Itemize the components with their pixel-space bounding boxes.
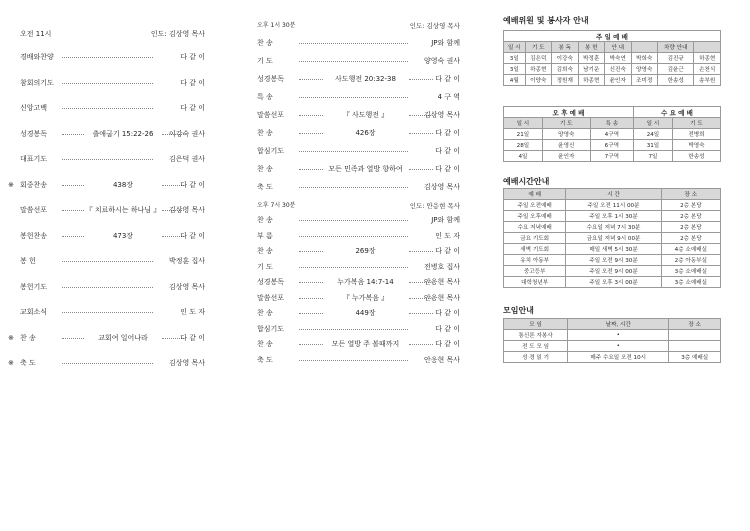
table-caption: 주 일 예 배 [504, 31, 721, 42]
table-cell: 대학청년부 [504, 277, 566, 288]
table-cell: 박영숙 [672, 140, 720, 151]
order-label: 찬 송 [257, 39, 273, 47]
order-person: 인 도 자 [435, 231, 460, 240]
leader-dots [299, 344, 323, 345]
column-header [694, 42, 721, 53]
order-person: 다 같 이 [180, 104, 205, 112]
order-label: 대표기도 [20, 155, 48, 163]
table-cell: 2층 본당 [661, 233, 720, 244]
order-detail: 『 누가복음 』 [342, 293, 389, 302]
column-header-right: 인도: 안응현 목사 [409, 202, 460, 210]
order-row [257, 127, 460, 139]
order-label: 찬 송 [20, 333, 36, 342]
leader-dots [299, 329, 408, 330]
table-cell [669, 330, 721, 341]
table-cell: 통신론 자봉사 [504, 330, 568, 341]
table-cell: • [568, 341, 669, 352]
order-person: 안응현 목사 [423, 293, 460, 302]
table-cell: 성 경 읽 기 [504, 352, 568, 363]
sunday-volunteer-table [503, 30, 721, 86]
table-cell: 전 도 모 임 [504, 341, 568, 352]
order-label: 성경봉독 [20, 129, 48, 138]
leader-dots [299, 236, 408, 237]
order-row [257, 37, 460, 49]
table-cell: 주일 오전 9시 30분 [566, 255, 661, 266]
column-header [631, 42, 658, 53]
table-cell: 주일 오후 3시 00분 [566, 277, 661, 288]
table-cell [669, 341, 721, 352]
table-cell: 박정훈 [578, 53, 605, 64]
table-cell: 하종현 [525, 64, 552, 75]
order-person: JP와 함께 [431, 216, 460, 224]
table-row [504, 75, 721, 86]
table-row [504, 255, 721, 266]
leader-dots [62, 312, 153, 313]
column-header-right: 인도: 김상영 목사 [150, 30, 205, 38]
order-person: 다 같 이 [180, 231, 205, 240]
order-row [257, 163, 460, 175]
table-cell: 김희숙 [552, 64, 579, 75]
table-cell: 3층 예배실 [669, 352, 721, 363]
table-row [504, 140, 721, 151]
table-cell: 전병희 [672, 129, 720, 140]
leader-dots [409, 251, 433, 252]
section-title: 모임안내 [503, 306, 534, 315]
order-label: 축 도 [257, 355, 273, 364]
table-row [504, 233, 721, 244]
order-label: 찬 송 [257, 129, 273, 137]
leader-dots [409, 313, 433, 314]
order-row [257, 109, 460, 121]
order-detail: 『 치료하시는 하나님 』 [85, 206, 161, 214]
afternoon-wednesday-table [503, 106, 721, 162]
order-label: 찬 송 [257, 216, 273, 224]
column-header-left: 오후 7시 30분 [257, 202, 296, 209]
order-person: 다 같 이 [435, 129, 460, 137]
leader-dots [62, 134, 84, 135]
table-cell: 3일 [504, 64, 526, 75]
order-person: 김상영 목사 [168, 206, 205, 214]
order-person: 다 같 이 [180, 78, 205, 87]
leader-dots [62, 108, 153, 109]
order-row [8, 179, 205, 191]
table-cell: 한송성 [672, 151, 720, 162]
leader-dots [62, 338, 84, 339]
table-cell: 수요일 저녁 7시 30분 [566, 222, 661, 233]
table-cell: 양영숙 [631, 64, 658, 75]
order-person: 김상영 목사 [168, 359, 205, 367]
table-cell: 양영숙 [542, 129, 590, 140]
order-person: 안응현 목사 [423, 355, 460, 364]
order-label: 합심기도 [257, 324, 285, 333]
order-row [20, 281, 205, 293]
order-label: 회중찬송 [20, 180, 48, 189]
column-header-right: 인도: 김상영 목사 [409, 22, 460, 30]
order-label: 말씀선포 [257, 111, 285, 119]
table-caption: 수 요 예 배 [634, 107, 721, 118]
order-row [20, 306, 205, 318]
column-header: 예 배 [504, 189, 566, 200]
order-label: 봉헌기도 [20, 282, 48, 291]
order-person: JP와 함께 [431, 39, 460, 47]
order-row [257, 354, 460, 366]
order-row [8, 332, 205, 344]
leader-dots [299, 169, 323, 170]
order-row [257, 73, 460, 85]
leader-dots [299, 61, 408, 62]
leader-dots [62, 83, 153, 84]
column-header: 일 시 [634, 118, 673, 129]
order-label: 찬 송 [257, 247, 273, 255]
order-person: 김상영 목사 [423, 183, 460, 191]
order-label: 특 송 [257, 93, 273, 101]
table-cell: 수요 저녁예배 [504, 222, 566, 233]
leader-dots [299, 97, 408, 98]
column-header: 장 소 [661, 189, 720, 200]
table-cell: 새벽 기도회 [504, 244, 566, 255]
order-row [257, 230, 460, 242]
order-detail: 교회여 일어나라 [98, 333, 148, 342]
order-row [20, 51, 205, 63]
table-cell: 매주 수요일 오전 10시 [568, 352, 669, 363]
leader-dots [409, 79, 433, 80]
table-row [504, 129, 721, 140]
table-caption: 오 후 예 배 [504, 107, 634, 118]
leader-dots [299, 360, 408, 361]
table-cell: 6구역 [590, 140, 633, 151]
table-cell: 2층 본당 [661, 200, 720, 211]
order-row [257, 338, 460, 350]
order-row [257, 55, 460, 67]
column-header: 봉 독 [552, 42, 579, 53]
leader-dots [299, 115, 323, 116]
order-label: 축 도 [257, 183, 273, 191]
table-row [504, 151, 721, 162]
table-cell: 윤인자 [542, 151, 590, 162]
order-detail: 449장 [355, 309, 376, 317]
table-cell: 2층 본당 [661, 222, 720, 233]
order-label: 봉 헌 [20, 257, 36, 265]
order-label: 경배와찬양 [20, 53, 54, 61]
order-label: 말씀선포 [20, 206, 48, 214]
order-person: 4 구 역 [437, 93, 460, 101]
table-cell: 박숙연 [605, 53, 632, 64]
order-person: 다 같 이 [180, 53, 205, 61]
order-label: 교회소식 [20, 308, 48, 316]
order-label: 참회의기도 [20, 78, 54, 87]
leader-dots [62, 210, 84, 211]
order-row [257, 276, 460, 288]
table-cell: 한송성 [658, 75, 694, 86]
leader-dots [299, 187, 408, 188]
order-row [257, 245, 460, 257]
meetings-table [503, 318, 721, 363]
table-cell: 7일 [634, 151, 673, 162]
table-cell: 3층 소예배실 [661, 266, 720, 277]
table-cell: 주일 오전예배 [504, 200, 566, 211]
column-header: 차량 안내 [658, 42, 694, 53]
order-label: 말씀선포 [257, 293, 285, 302]
table-cell: 3층 소예배실 [661, 277, 720, 288]
order-label: 봉헌찬송 [20, 231, 48, 240]
table-cell: 3일 [504, 53, 526, 64]
table-cell: • [568, 330, 669, 341]
column-header: 기 도 [525, 42, 552, 53]
leader-dots [409, 133, 433, 134]
order-row [20, 230, 205, 242]
order-row [257, 307, 460, 319]
leader-dots [62, 363, 153, 364]
order-row [257, 145, 460, 157]
order-detail: 『 사도행전 』 [342, 111, 389, 119]
order-person: 박정훈 집사 [168, 257, 205, 265]
order-row [257, 214, 460, 226]
order-row [257, 323, 460, 335]
table-cell: 7구역 [590, 151, 633, 162]
table-row [504, 244, 721, 255]
order-person: 다 같 이 [435, 340, 460, 348]
leader-dots [409, 344, 433, 345]
table-cell: 손천식 [694, 64, 721, 75]
column-header: 모 임 [504, 319, 568, 330]
column-header: 일 시 [504, 42, 526, 53]
table-cell: 주일 오후 1시 30분 [566, 211, 661, 222]
table-cell: 21일 [504, 129, 543, 140]
table-cell: 김은덕 [525, 53, 552, 64]
table-cell: 하종현 [578, 75, 605, 86]
order-detail: 모든 열방 주 볼때까지 [331, 340, 400, 348]
leader-dots [409, 169, 433, 170]
column-header: 시 간 [566, 189, 661, 200]
table-row [504, 352, 721, 363]
order-detail: 438장 [112, 180, 134, 189]
order-row [257, 91, 460, 103]
standing-mark: ※ [8, 333, 14, 342]
leader-dots [299, 151, 408, 152]
table-row [504, 64, 721, 75]
table-cell: 김윤근 [658, 64, 694, 75]
leader-dots [62, 57, 153, 58]
column-header: 일 시 [504, 118, 543, 129]
order-detail: 출애굽기 15:22-26 [92, 129, 154, 138]
leader-dots [299, 267, 408, 268]
order-row [8, 357, 205, 369]
order-detail: 426장 [355, 129, 376, 137]
service-times-table [503, 188, 721, 288]
order-person: 인 도 자 [180, 308, 205, 316]
leader-dots [62, 159, 153, 160]
order-row [257, 181, 460, 193]
order-person: 안응현 목사 [423, 278, 460, 286]
order-person: 다 같 이 [435, 247, 460, 255]
order-person: 김은덕 권사 [168, 155, 205, 163]
order-row [20, 128, 205, 140]
table-row [504, 222, 721, 233]
order-detail: 누가복음 14:7-14 [337, 278, 394, 286]
column-header: 날짜, 시간 [568, 319, 669, 330]
leader-dots [62, 185, 84, 186]
order-person: 다 같 이 [435, 309, 460, 317]
order-person: 다 같 이 [435, 147, 460, 155]
order-label: 찬 송 [257, 165, 273, 173]
order-label: 부 름 [257, 231, 273, 240]
table-cell: 주일 오후예배 [504, 211, 566, 222]
order-person: 다 같 이 [435, 75, 460, 83]
order-detail: 모든 민족과 열방 향하여 [328, 165, 403, 173]
leader-dots [299, 313, 323, 314]
table-row [504, 277, 721, 288]
order-row [257, 261, 460, 273]
table-cell: 박희숙 [631, 53, 658, 64]
order-label: 성경봉독 [257, 278, 285, 286]
order-person: 전병호 집사 [423, 262, 460, 271]
order-person: 다 같 이 [180, 333, 205, 342]
table-cell: 신진숙 [605, 64, 632, 75]
column-header-left: 오전 11시 [20, 30, 52, 38]
table-cell: 4일 [504, 151, 543, 162]
order-row [20, 153, 205, 165]
order-row [257, 292, 460, 304]
column-header: 안 내 [605, 42, 632, 53]
table-cell: 유치 아동부 [504, 255, 566, 266]
table-cell: 4층 소예배실 [661, 244, 720, 255]
table-cell: 금요일 저녁 9시 00분 [566, 233, 661, 244]
table-cell: 금요 기도회 [504, 233, 566, 244]
order-person: 김상영 목사 [423, 111, 460, 119]
order-person: 다 같 이 [180, 180, 205, 189]
section-title: 예배시간안내 [503, 177, 550, 186]
order-detail: 269장 [355, 247, 376, 255]
order-label: 축 도 [20, 359, 36, 367]
table-row [504, 330, 721, 341]
table-row [504, 200, 721, 211]
section-title: 예배위원 및 봉사자 안내 [503, 16, 589, 25]
order-row [20, 102, 205, 114]
column-header: 봉 헌 [578, 42, 605, 53]
order-person: 다 같 이 [435, 324, 460, 333]
leader-dots [299, 43, 408, 44]
table-row [504, 211, 721, 222]
standing-mark: ※ [8, 359, 14, 367]
table-row [504, 266, 721, 277]
column-header: 특 송 [590, 118, 633, 129]
order-label: 신앙고백 [20, 104, 48, 112]
order-row [20, 204, 205, 216]
leader-dots [299, 251, 323, 252]
table-cell: 윤인자 [605, 75, 632, 86]
order-label: 찬 송 [257, 340, 273, 348]
table-cell: 김진규 [658, 53, 694, 64]
table-cell: 송부원 [694, 75, 721, 86]
leader-dots [62, 261, 153, 262]
table-cell: 중고등부 [504, 266, 566, 277]
table-cell: 주일 오전 9시 00분 [566, 266, 661, 277]
order-label: 찬 송 [257, 309, 273, 317]
standing-mark: ※ [8, 180, 14, 189]
table-cell: 2층 본당 [661, 211, 720, 222]
order-label: 기 도 [257, 57, 273, 65]
order-row [20, 77, 205, 89]
table-cell: 4월 [504, 75, 526, 86]
order-label: 기 도 [257, 262, 273, 271]
table-cell: 정원재 [552, 75, 579, 86]
order-detail: 사도행전 20:32-38 [335, 75, 396, 83]
table-cell: 이강숙 [552, 53, 579, 64]
table-cell: 하종현 [694, 53, 721, 64]
column-header: 기 도 [672, 118, 720, 129]
leader-dots [299, 79, 323, 80]
leader-dots [62, 287, 153, 288]
table-cell: 조미정 [631, 75, 658, 86]
order-row [20, 255, 205, 267]
table-cell: 주일 오전 11시 00분 [566, 200, 661, 211]
table-cell: 남기운 [578, 64, 605, 75]
order-label: 성경봉독 [257, 75, 285, 83]
column-header: 장 소 [669, 319, 721, 330]
table-cell: 4구역 [590, 129, 633, 140]
leader-dots [299, 220, 408, 221]
table-cell: 매일 새벽 5시 30분 [566, 244, 661, 255]
table-cell: 윤영신 [542, 140, 590, 151]
order-label: 합심기도 [257, 147, 285, 155]
leader-dots [299, 282, 323, 283]
table-cell: 24일 [634, 129, 673, 140]
leader-dots [299, 133, 323, 134]
order-person: 이강숙 권사 [168, 129, 205, 138]
table-cell: 28일 [504, 140, 543, 151]
order-person: 다 같 이 [435, 165, 460, 173]
order-person: 김상영 목사 [168, 282, 205, 291]
column-header-left: 오후 1시 30분 [257, 22, 296, 29]
leader-dots [62, 236, 84, 237]
order-person: 양영숙 권사 [423, 57, 460, 65]
table-cell: 31일 [634, 140, 673, 151]
order-detail: 473장 [112, 231, 134, 240]
table-row [504, 53, 721, 64]
table-cell: 2층 아동부실 [661, 255, 720, 266]
table-cell: 이양숙 [525, 75, 552, 86]
column-header: 기 도 [542, 118, 590, 129]
table-row [504, 341, 721, 352]
leader-dots [299, 298, 323, 299]
